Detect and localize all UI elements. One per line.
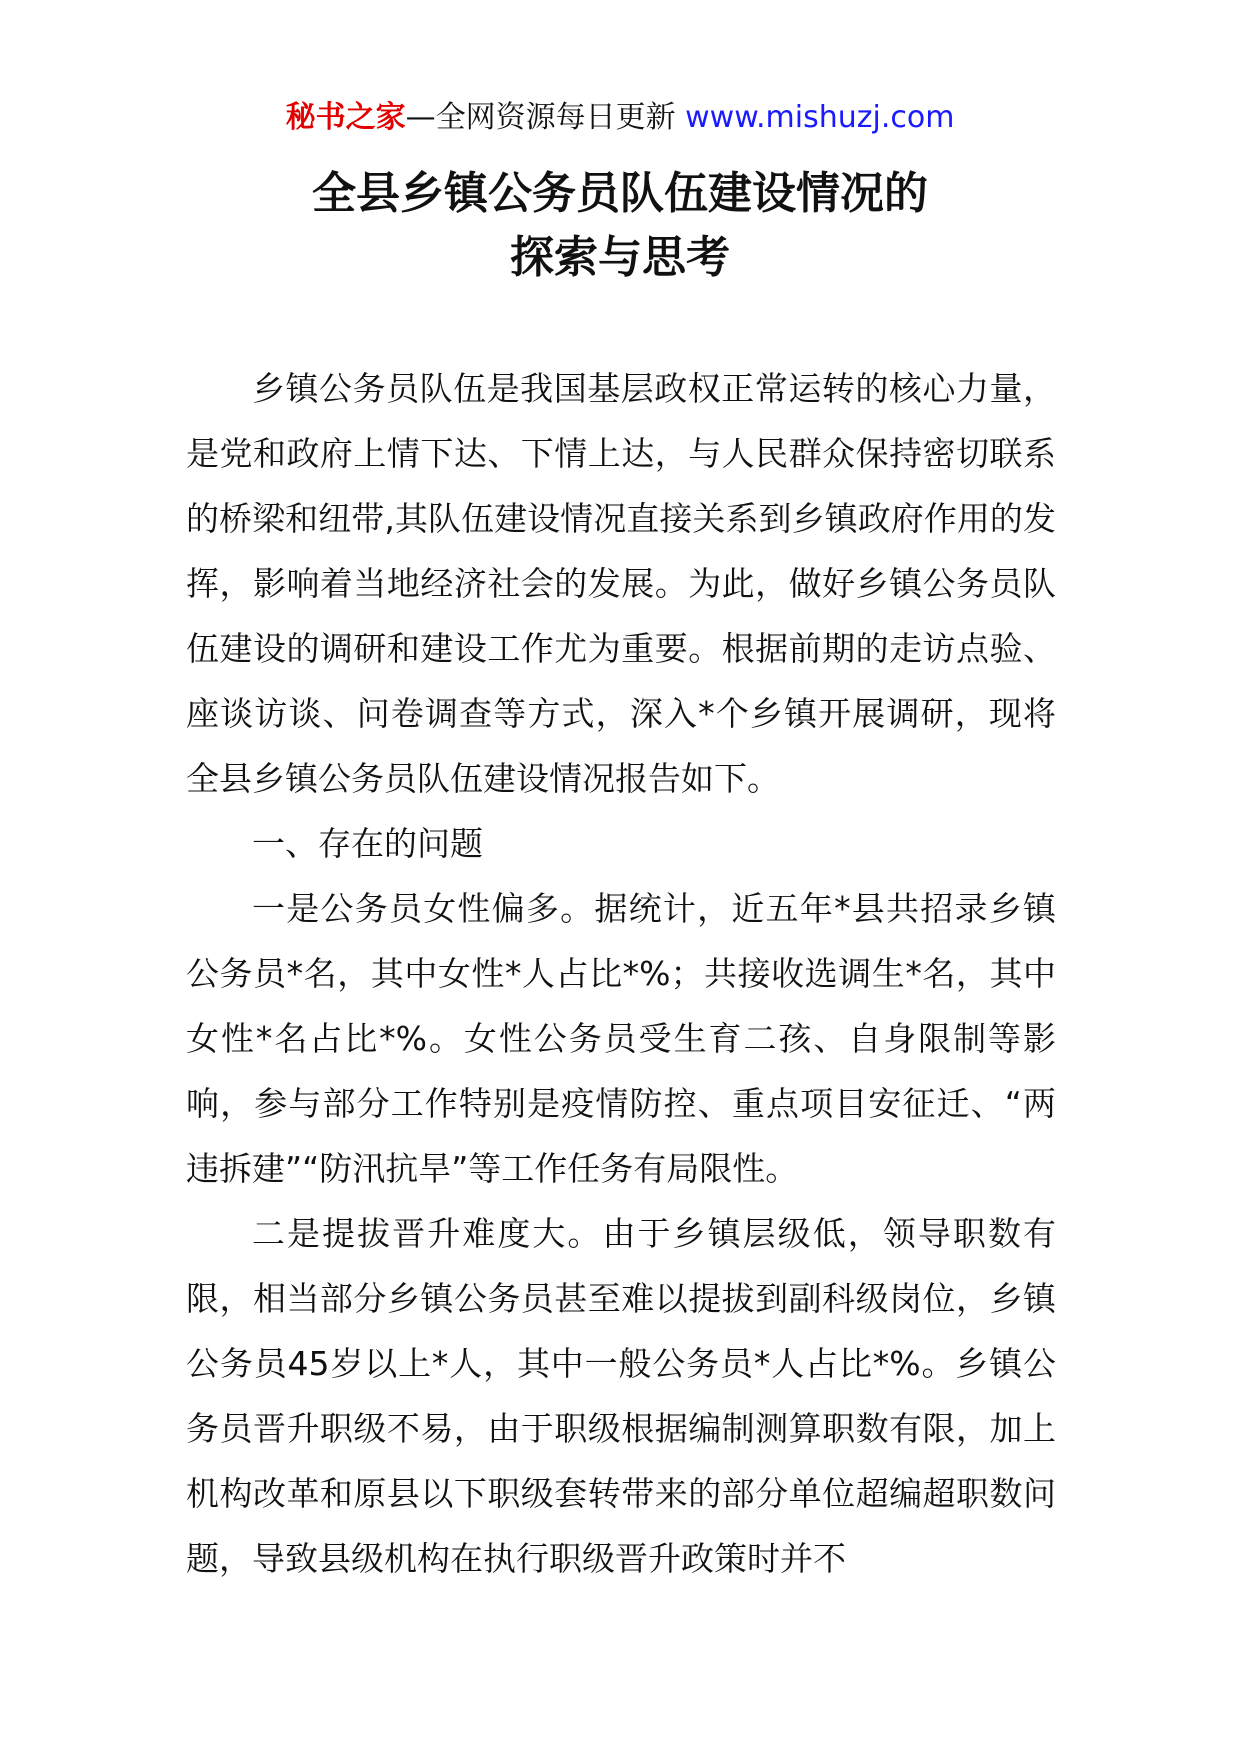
site-brand: 秘书之家 [285,100,406,135]
section-heading: 一、存在的问题 [252,824,483,863]
paragraph-point-1: 一是公务员女性偏多。据统计，近五年*县共招录乡镇公务员*名，其中女性*人占比*%；共接收选调生*名，其中女性*名占比*%。女性公务员受生育二孩、自身限制等影响，参与部分工作特别是疫情防控、重点项目安征迁、“两违拆建”“防汛抗旱”等工作任务有局限性。 [186,889,1056,1188]
site-url-link[interactable]: www.mishuzj.com [685,100,955,135]
paragraph-point-2: 二是提拔晋升难度大。由于乡镇层级低，领导职数有限，相当部分乡镇公务员甚至难以提拔到副科级岗位，乡镇公务员45岁以上*人，其中一般公务员*人占比*%。乡镇公务员晋升职级不易，由于职级根据编制测算职数有限，加上机构改革和原县以下职级套转带来的部分单位超编超职数问题，导致县级机构在执行职级晋升政策时并不 [186,1214,1056,1578]
document-body [186,356,1056,1591]
site-banner [0,96,1240,140]
title-line-2: 探索与思考 [510,232,730,283]
title-line-1: 全县乡镇公务员队伍建设情况的 [312,168,928,219]
paragraph-intro: 乡镇公务员队伍是我国基层政权正常运转的核心力量，是党和政府上情下达、下情上达，与人民群众保持密切联系的桥梁和纽带,其队伍建设情况直接关系到乡镇政府作用的发挥，影响着当地经济社会的发展。为此，做好乡镇公务员队伍建设的调研和建设工作尤为重要。根据前期的走访点验、座谈访谈、问卷调查等方式，深入*个乡镇开展调研，现将全县乡镇公务员队伍建设情况报告如下。 [186,369,1056,798]
site-slogan: —全网资源每日更新 [405,100,676,135]
document-title [0,162,1240,290]
